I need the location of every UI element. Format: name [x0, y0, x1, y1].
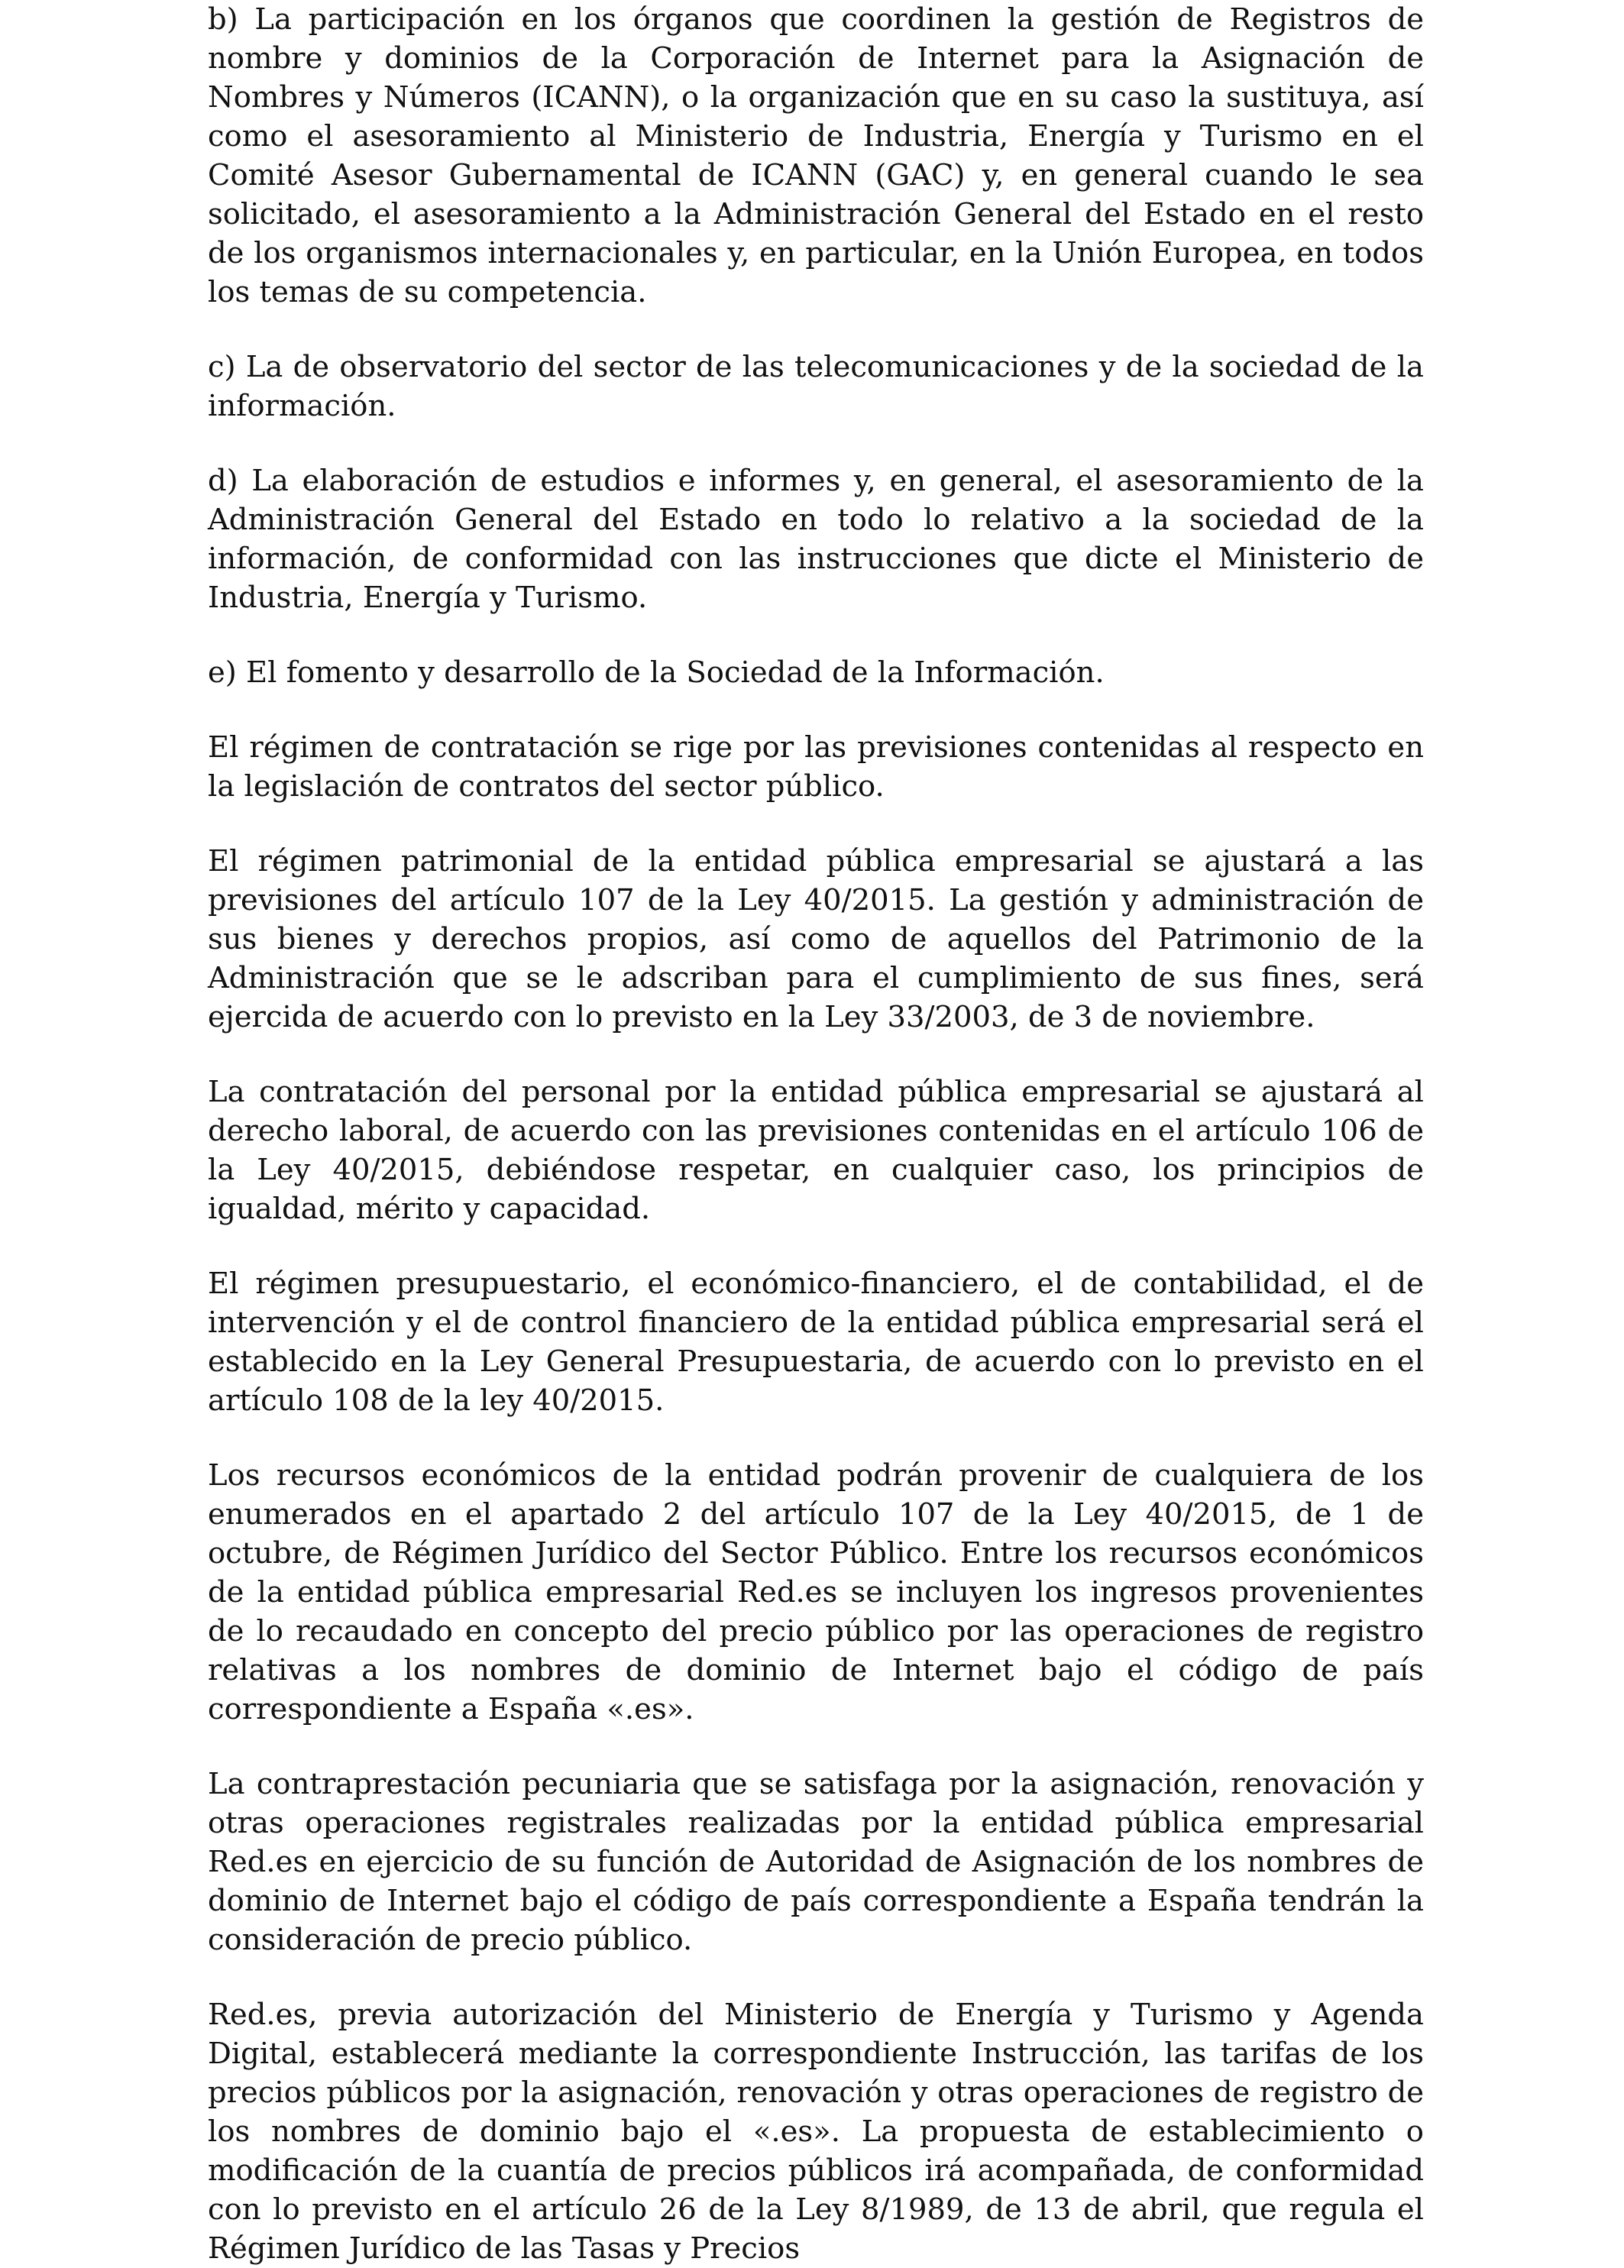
paragraph-personal: La contratación del personal por la entidad pública empresarial se ajustará al derecho laboral, de acuerdo con las previsiones contenidas en el artículo 106 de la Ley 40/2015, debiéndose respetar, en cualquier caso, los principios de igualdad, mérito y capacidad.: [208, 1075, 1424, 1226]
paragraph-b-icann: b) La participación en los órganos que coordinen la gestión de Registros de nombre y dominios de la Corporación de Internet para la Asignación de Nombres y Números (ICANN), o la organización que en su caso la sustituya, así como el asesoramiento al Ministerio de Industria, Energía y Turismo en el Comité Asesor Gubernamental de ICANN (GAC) y, en general cuando le sea solicitado, el asesoramiento a la Administración General del Estado en el resto de los organismos internacionales y, en particular, en la Unión Europea, en todos los temas de su competencia.: [208, 2, 1424, 309]
paragraph-contratacion: El régimen de contratación se rige por las previsiones contenidas al respecto en la legislación de contratos del sector público.: [208, 730, 1424, 804]
paragraph-recursos: Los recursos económicos de la entidad podrán provenir de cualquiera de los enumerados en el apartado 2 del artículo 107 de la Ley 40/2015, de 1 de octubre, de Régimen Jurídico del Sector Público. Entre los recursos económicos de la entidad pública empresarial Red.es se incluyen los ingresos provenientes de lo recaudado en concepto del precio público por las operaciones de registro relativas a los nombres de dominio de Internet bajo el código de país correspondiente a España «.es».: [208, 1458, 1424, 1726]
paragraph-presupuestario: El régimen presupuestario, el económico-financiero, el de contabilidad, el de intervención y el de control financiero de la entidad pública empresarial será el establecido en la Ley General Presupuestaria, de acuerdo con lo previsto en el artículo 108 de la ley 40/2015.: [208, 1267, 1424, 1418]
paragraph-tarifas: Red.es, previa autorización del Ministerio de Energía y Turismo y Agenda Digital, establecerá mediante la correspondiente Instrucción, las tarifas de los precios públicos por la asignación, renovación y otras operaciones de registro de los nombres de dominio bajo el «.es». La propuesta de establecimiento o modificación de la cuantía de precios públicos irá acompañada, de conformidad con lo previsto en el artículo 26 de la Ley 8/1989, de 13 de abril, que regula el Régimen Jurídico de las Tasas y Precios: [208, 1998, 1424, 2266]
paragraph-c-observatorio: c) La de observatorio del sector de las telecomunicaciones y de la sociedad de la información.: [208, 350, 1424, 423]
document-page: [208, 0, 1424, 2268]
paragraph-patrimonial: El régimen patrimonial de la entidad pública empresarial se ajustará a las previsiones del artículo 107 de la Ley 40/2015. La gestión y administración de sus bienes y derechos propios, así como de aquellos del Patrimonio de la Administración que se le adscriban para el cumplimiento de sus fines, será ejercida de acuerdo con lo previsto en la Ley 33/2003, de 3 de noviembre.: [208, 844, 1424, 1034]
paragraph-e-fomento: e) El fomento y desarrollo de la Sociedad de la Información.: [208, 655, 1105, 690]
paragraph-d-estudios: d) La elaboración de estudios e informes y, en general, el asesoramiento de la Administración General del Estado en todo lo relativo a la sociedad de la información, de conformidad con las instrucciones que dicte el Ministerio de Industria, Energía y Turismo.: [208, 464, 1424, 615]
paragraph-contraprestacion: La contraprestación pecuniaria que se satisfaga por la asignación, renovación y otras operaciones registrales realizadas por la entidad pública empresarial Red.es en ejercicio de su función de Autoridad de Asignación de los nombres de dominio de Internet bajo el código de país correspondiente a España tendrán la consideración de precio público.: [208, 1767, 1424, 1957]
